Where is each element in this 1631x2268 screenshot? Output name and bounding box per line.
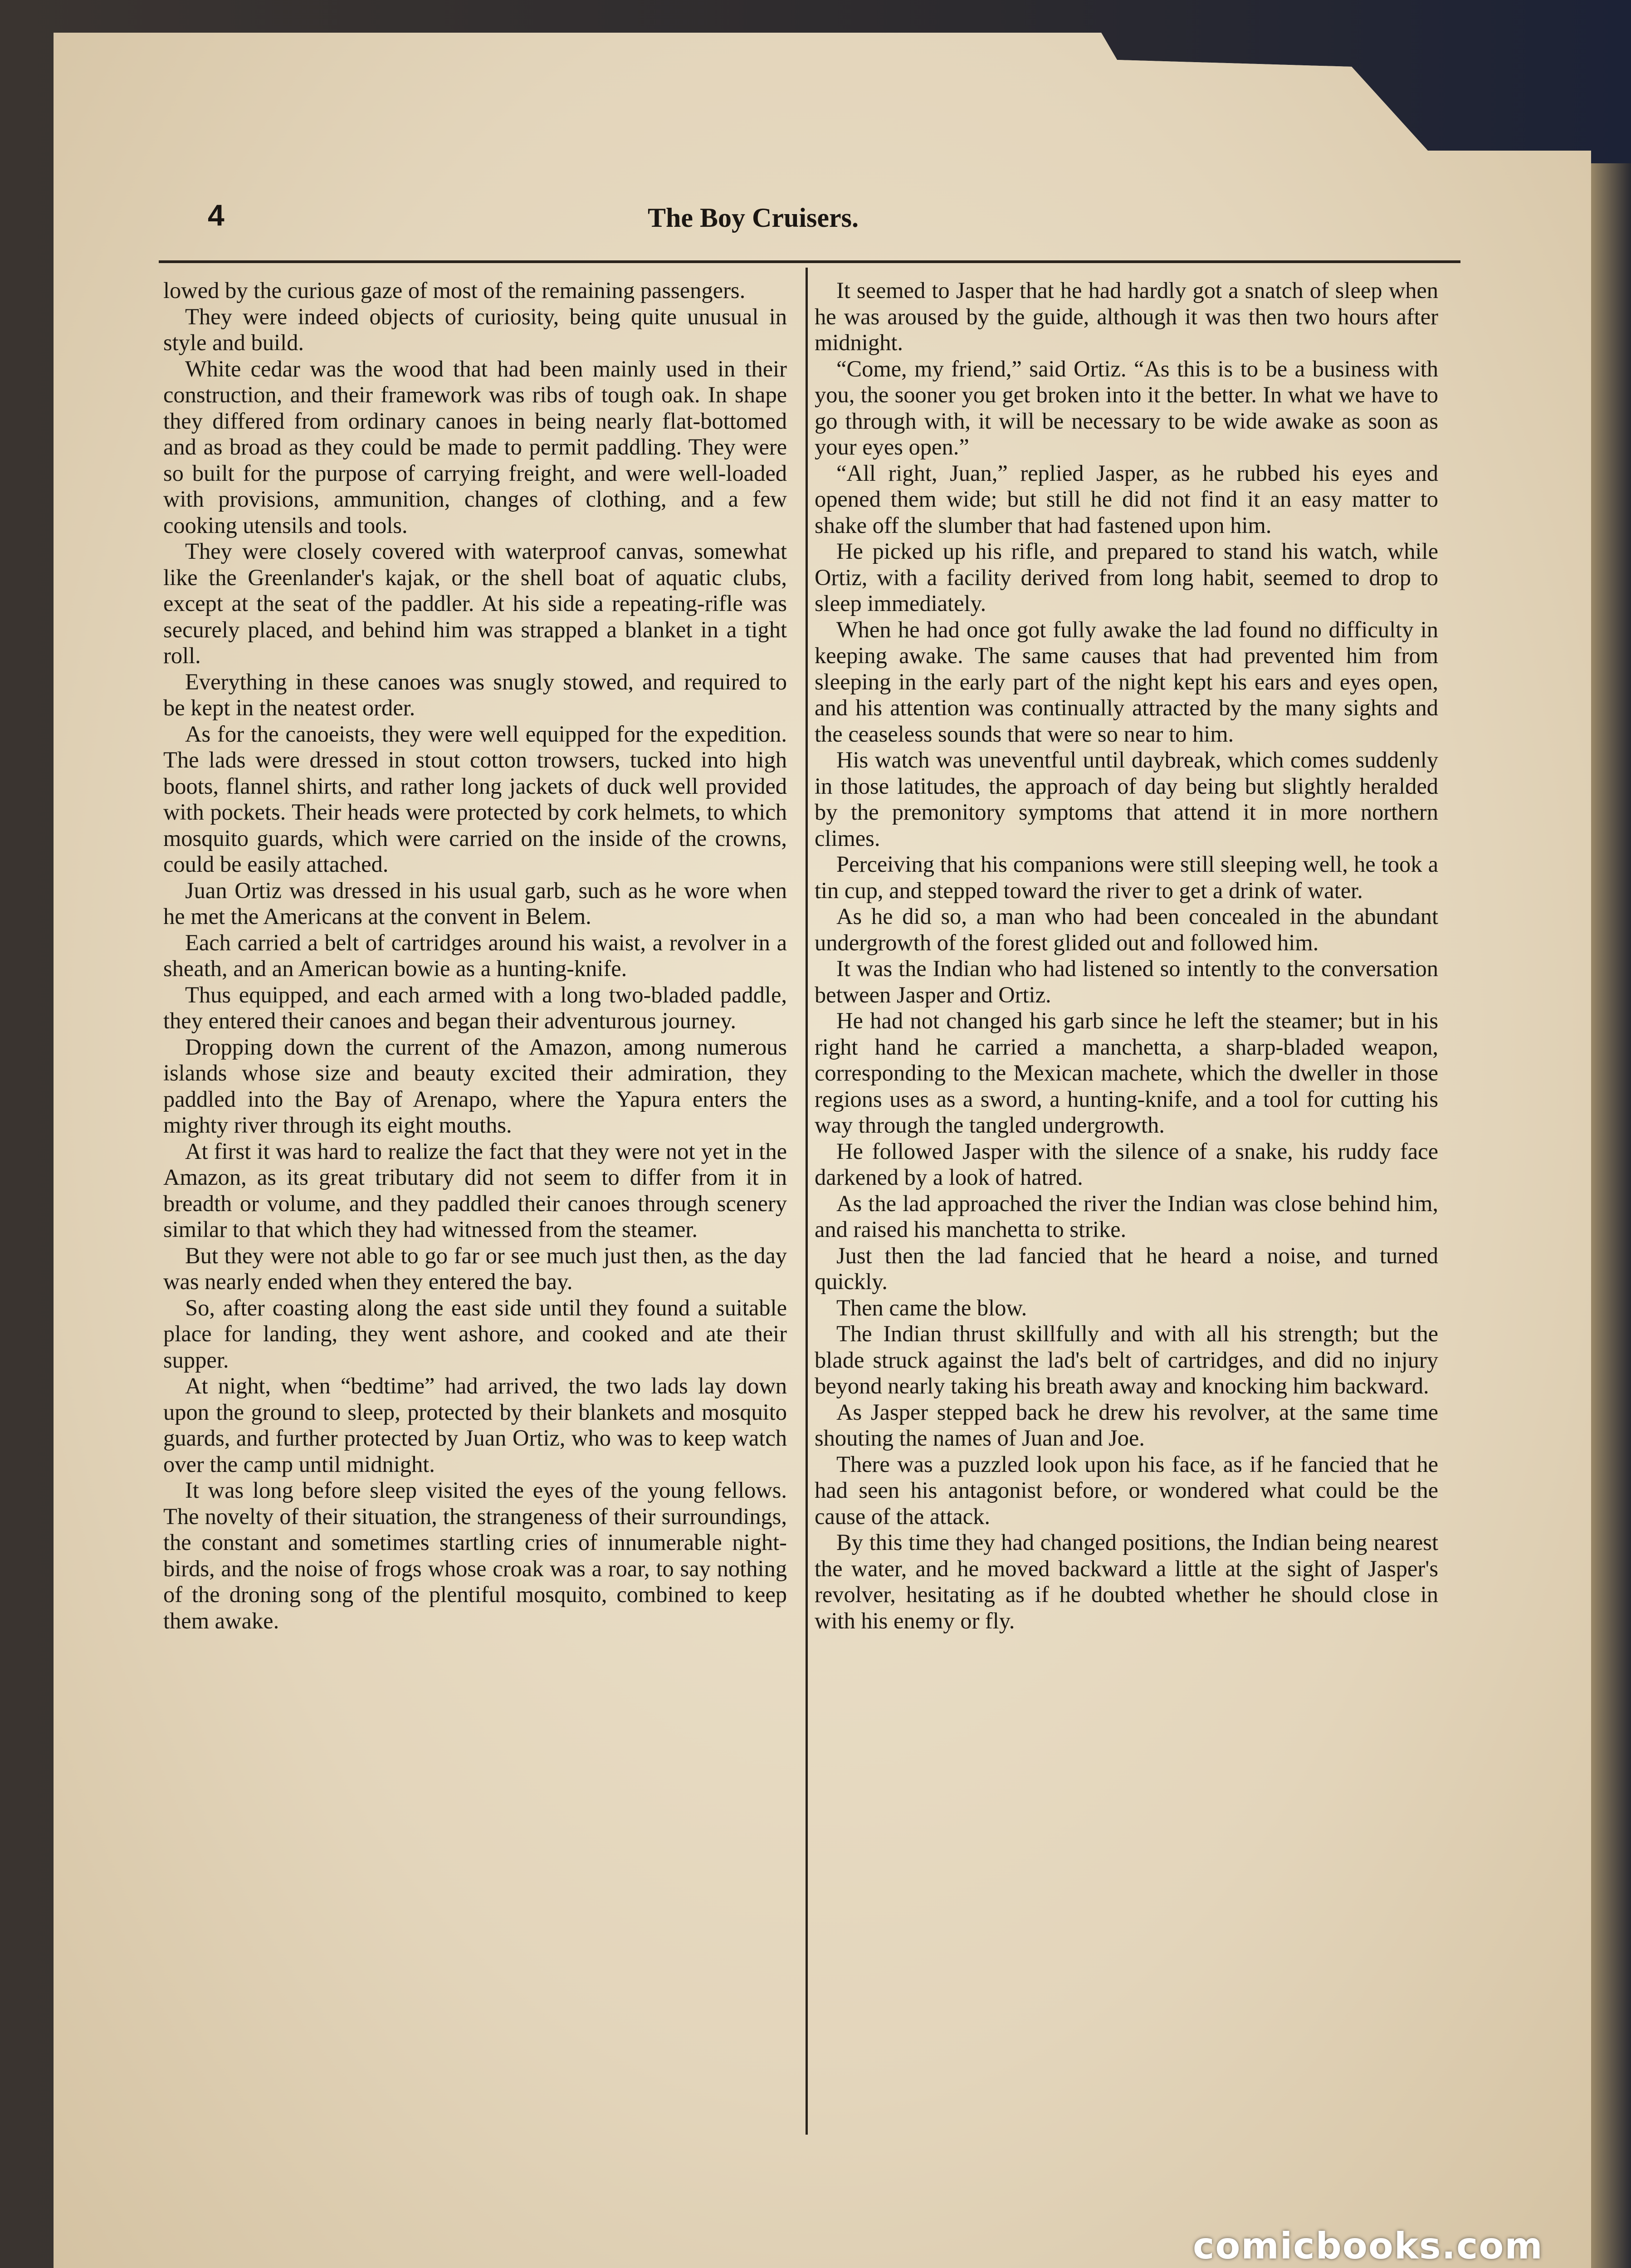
paragraph: His watch was uneventful until daybreak, which comes suddenly in those latitudes, the approach of day being but slightly heralded by the premonitory symptoms that attend it in more northern climes. <box>815 747 1438 851</box>
paragraph: White cedar was the wood that had been mainly used in their construction, and their framework was ribs of tough oak. In shape they differed from ordinary canoes in being nearly flat-bottomed and as broad as they could be made to permit paddling. They were so built for the purpose of carrying freight, and were well-loaded with provisions, ammunition, changes of clothing, and a few cooking utensils and tools. <box>163 356 787 538</box>
paragraph: “Come, my friend,” said Ortiz. “As this is to be a business with you, the sooner you get broken into it the better. In what we have to go through with, it will be necessary to be wide awake as soon as your eyes open.” <box>815 356 1438 459</box>
paragraph: They were closely covered with waterproof canvas, somewhat like the Greenlander's kajak, or the shell boat of aquatic clubs, except at the seat of the paddler. At his side a repeating-rifle was securely placed, and behind him was strapped a blanket in a tight roll. <box>163 538 787 668</box>
paragraph: When he had once got fully awake the lad found no difficulty in keeping awake. The same causes that had prevented him from sleeping in the early part of the night kept his ears and eyes open, and his attention was continually attracted by the many sights and the ceaseless sounds that were so near to him. <box>815 616 1438 747</box>
paragraph: lowed by the curious gaze of most of the remaining passengers. <box>163 278 746 303</box>
column-divider <box>806 268 808 2135</box>
paragraph: They were indeed objects of curiosity, being quite unusual in style and build. <box>163 303 787 355</box>
paragraph: Then came the blow. <box>836 1295 1027 1320</box>
paragraph: “All right, Juan,” replied Jasper, as he rubbed his eyes and opened them wide; but still he did not find it an easy matter to shake off the slumber that had fastened upon him. <box>815 460 1438 538</box>
paragraph: Dropping down the current of the Amazon, among numerous islands whose size and beauty excited their admiration, they paddled into the Bay of Arenapo, where the Yapura enters the mighty river through its eight mouths. <box>163 1034 787 1138</box>
paragraph: By this time they had changed positions, the Indian being nearest the water, and he moved backward a little at the sight of Jasper's revolver, hesitating as if he doubted whether he should close in with his enemy or fly. <box>815 1530 1438 1633</box>
running-title: The Boy Cruisers. <box>648 203 859 233</box>
paragraph: He picked up his rifle, and prepared to stand his watch, while Ortiz, with a facility derived from long habit, seemed to drop to sleep immediately. <box>815 538 1438 616</box>
paragraph: As for the canoeists, they were well equipped for the expedition. The lads were dressed in stout cotton trowsers, tucked into high boots, flannel shirts, and rather long jackets of duck well provided with pockets. Their heads were protected by cork helmets, to which mosquito guards, which were carried on the inside of the crowns, could be easily attached. <box>163 721 787 877</box>
paragraph: Everything in these canoes was snugly stowed, and required to be kept in the neatest order. <box>163 669 787 720</box>
paragraph: Each carried a belt of cartridges around his waist, a revolver in a sheath, and an American bowie as a hunting-knife. <box>163 929 787 981</box>
paragraph: But they were not able to go far or see much just then, as the day was nearly ended when they entered the bay. <box>163 1242 787 1294</box>
watermark: comicbooks.com <box>1193 2225 1543 2267</box>
header-rule <box>159 260 1460 263</box>
paragraph: So, after coasting along the east side until they found a suitable place for landing, they went ashore, and cooked and ate their supper. <box>163 1295 787 1373</box>
paragraph: Juan Ortiz was dressed in his usual garb, such as he wore when he met the Americans at the convent in Belem. <box>163 877 787 929</box>
paragraph: It was the Indian who had listened so intently to the conversation between Jasper and Ortiz. <box>815 956 1438 1007</box>
paragraph: Just then the lad fancied that he heard a noise, and turned quickly. <box>815 1242 1438 1294</box>
paragraph: At first it was hard to realize the fact that they were not yet in the Amazon, as its great tributary did not seem to differ from it in breadth or volume, and they paddled their canoes through scenery similar to that which they had witnessed from the steamer. <box>163 1138 787 1242</box>
page-number: 4 <box>208 198 225 232</box>
paragraph: Thus equipped, and each armed with a long two-bladed paddle, they entered their canoes and began their adventurous journey. <box>163 982 787 1033</box>
paragraph: As he did so, a man who had been concealed in the abundant undergrowth of the forest glided out and followed him. <box>815 904 1438 955</box>
paragraph: As the lad approached the river the Indian was close behind him, and raised his manchetta to strike. <box>815 1190 1438 1242</box>
left-text-column <box>163 278 787 2142</box>
paragraph: He followed Jasper with the silence of a snake, his ruddy face darkened by a look of hatred. <box>815 1138 1438 1190</box>
paragraph: There was a puzzled look upon his face, as if he fancied that he had seen his antagonist before, or wondered what could be the cause of the attack. <box>815 1451 1438 1529</box>
paragraph: Perceiving that his companions were still sleeping well, he took a tin cup, and stepped toward the river to get a drink of water. <box>815 851 1438 903</box>
paragraph: It was long before sleep visited the eyes of the young fellows. The novelty of their situation, the strangeness of their surroundings, the constant and sometimes startling cries of innumerable night-birds, and the noise of frogs whose croak was a roar, to say nothing of the droning song of the plentiful mosquito, combined to keep them awake. <box>163 1477 787 1633</box>
paragraph: It seemed to Jasper that he had hardly got a snatch of sleep when he was aroused by the guide, although it was then two hours after midnight. <box>815 278 1438 355</box>
paragraph: The Indian thrust skillfully and with all his strength; but the blade struck against the lad's belt of cartridges, and did no injury beyond nearly taking his breath away and knocking him backward. <box>815 1321 1438 1398</box>
paragraph: At night, when “bedtime” had arrived, the two lads lay down upon the ground to sleep, protected by their blankets and mosquito guards, and further protected by Juan Ortiz, who was to keep watch over the camp until midnight. <box>163 1373 787 1477</box>
paragraph: He had not changed his garb since he left the steamer; but in his right hand he carried a manchetta, a sharp-bladed weapon, corresponding to the Mexican machete, which the dweller in those regions uses as a sword, a hunting-knife, and a tool for cutting his way through the tangled undergrowth. <box>815 1008 1438 1138</box>
right-text-column <box>815 278 1438 2142</box>
paragraph: As Jasper stepped back he drew his revolver, at the same time shouting the names of Juan and Joe. <box>815 1399 1438 1451</box>
